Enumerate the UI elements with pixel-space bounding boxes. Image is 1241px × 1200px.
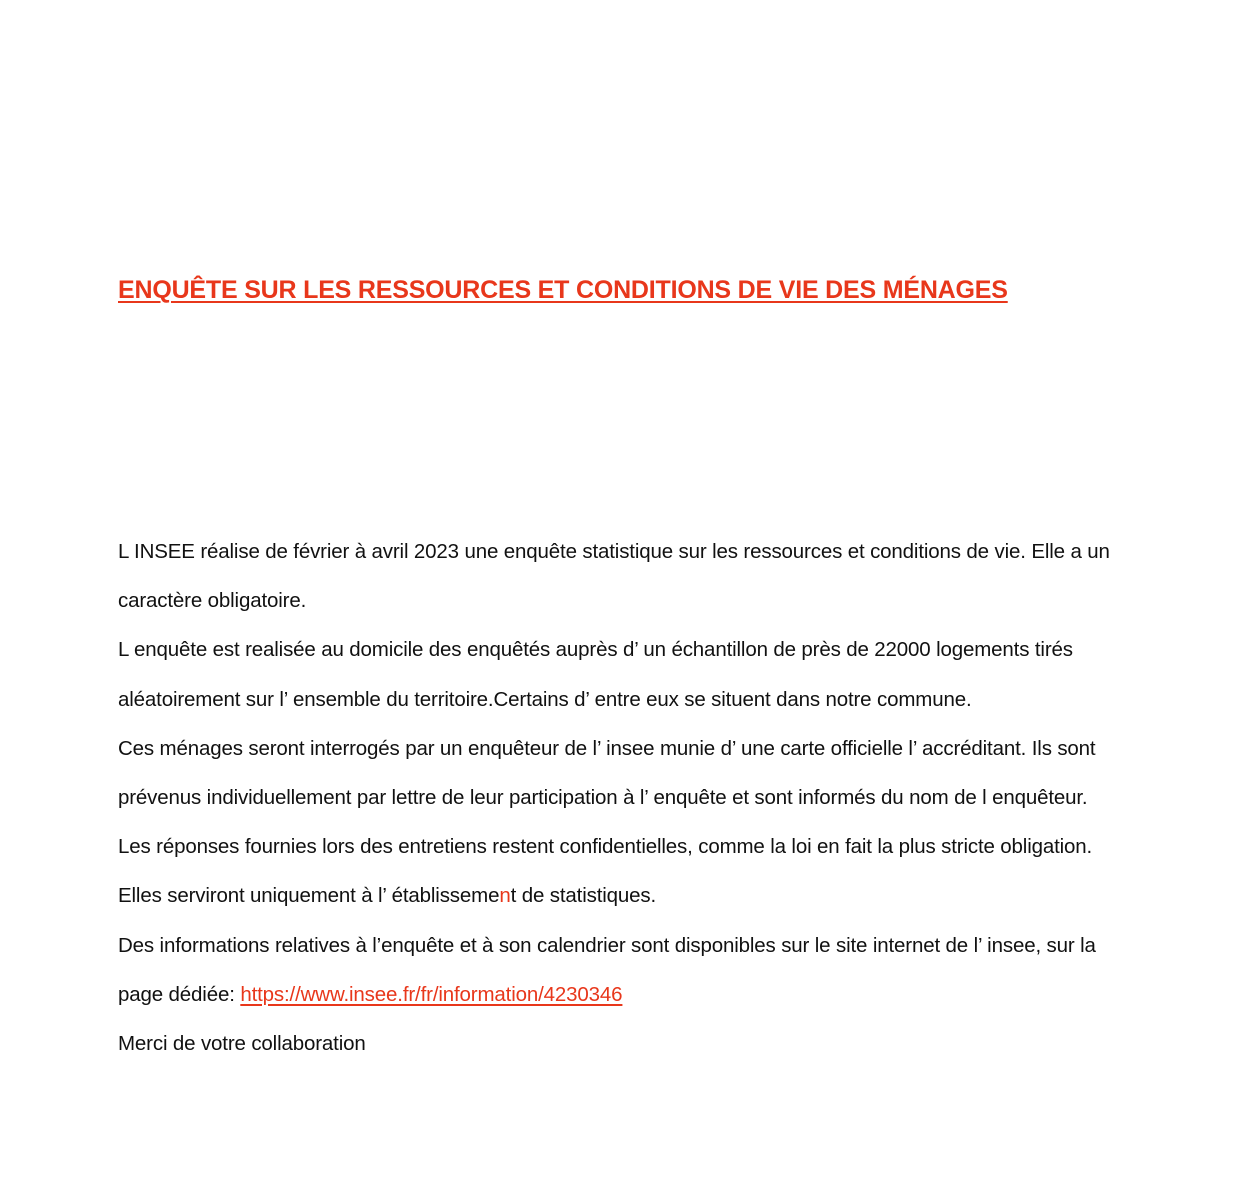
document-body [118,527,1118,1068]
paragraph-survey-intro: L INSEE réalise de février à avril 2023 une enquête statistique sur les ressources et conditions de vie. Elle a un caractère obligatoire. [118,540,1110,613]
information-text: Des informations relatives à l’enquête et à son calendrier sont disponibles sur le site internet de l’ insee, sur la page dédiée: [118,933,1096,1006]
closing-line: Merci de votre collaboration [118,1032,366,1056]
paragraph-sample: L enquête est realisée au domicile des enquêtés auprès d’ un échantillon de près de 22000 logements tirés aléatoirement sur l’ ensemble du territoire.Certains d’ entre eux se situent dans notre commune. [118,638,1073,711]
confidentiality-text-end: t de statistiques. [510,884,657,908]
highlighted-letter: n [499,884,511,908]
paragraph-confidentiality [118,724,1118,921]
paragraph-information [118,921,1118,1019]
document-title: ENQUÊTE SUR LES RESSOURCES ET CONDITIONS DE VIE DES MÉNAGES [118,276,1008,304]
confidentiality-text-start: Ces ménages seront interrogés par un enquêteur de l’ insee munie d’ une carte officielle l’ accréditant. Ils sont prévenus individuellement par lettre de leur participation à l’ enquête et sont informés du nom de l enquêteur. Les réponses fournies lors des entretiens restent confidentielles, comme la loi en fait la plus stricte obligation. Elles serviront uniquement à l’ établisseme [118,736,1096,908]
insee-information-link[interactable]: https://www.insee.fr/fr/information/4230346 [240,982,623,1006]
